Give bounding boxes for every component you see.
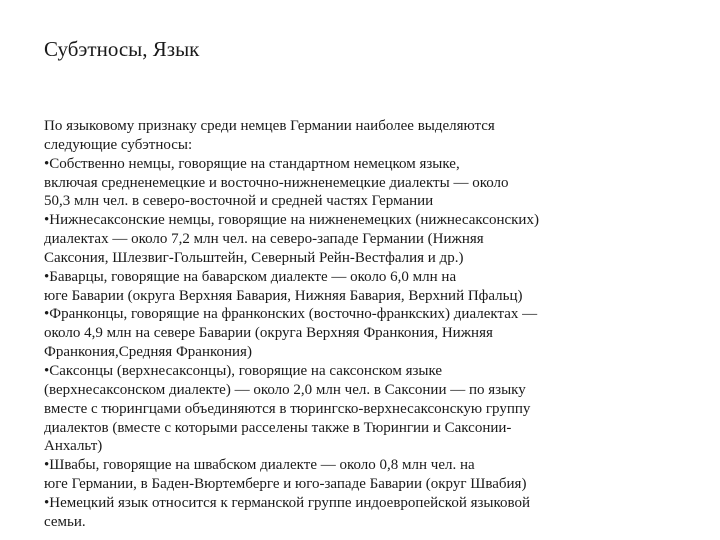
slide-body [44,117,684,532]
bullet-line: •Нижнесаксонские немцы, говорящие на нижненемецких (нижнесаксонских) [44,212,539,229]
body-line: 50,3 млн чел. в северо-восточной и средней частях Германии [44,193,434,210]
body-line: Франкония,Средняя Франкония) [44,344,252,361]
body-line: Анхальт) [44,438,103,455]
body-line: юге Баварии (округа Верхняя Бавария, Нижняя Бавария, Верхний Пфальц) [44,287,523,304]
bullet-line: •Баварцы, говорящие на баварском диалекте — около 6,0 млн на [44,268,457,285]
body-line: Саксония, Шлезвиг-Гольштейн, Северный Рейн-Вестфалия и др.) [44,249,464,266]
body-line: юге Германии, в Баден-Вюртемберге и юго-западе Баварии (округ Швабия) [44,476,527,493]
body-line: вместе с тюрингцами объединяются в тюрингско-верхнесаксонскую группу [44,400,531,417]
body-line: По языковому признаку среди немцев Германии наиболее выделяются [44,118,495,134]
bullet-line: •Швабы, говорящие на швабском диалекте — около 0,8 млн чел. на [44,457,475,474]
body-line: семьи. [44,513,86,530]
bullet-line: •Франконцы, говорящие на франконских (восточно-франкских) диалектах — [44,306,538,323]
body-line: включая средненемецкие и восточно-нижненемецкие диалекты — около [44,174,509,191]
bullet-line: •Немецкий язык относится к германской группе индоевропейской языковой [44,494,531,511]
body-line: диалектов (вместе с которыми расселены также в Тюрингии и Саксонии- [44,419,512,436]
bullet-line: •Саксонцы (верхнесаксонцы), говорящие на саксонском языке [44,362,443,379]
body-line: около 4,9 млн на севере Баварии (округа Верхняя Франкония, Нижняя [44,325,493,342]
body-line: следующие субэтносы: [44,136,193,153]
bullet-line: •Собственно немцы, говорящие на стандартном немецком языке, [44,155,460,172]
body-line: диалектах — около 7,2 млн чел. на северо-западе Германии (Нижняя [44,231,484,248]
body-line: (верхнесаксонском диалекте) — около 2,0 млн чел. в Саксонии — по языку [44,381,526,398]
slide-title: Субэтносы, Язык [44,37,200,61]
